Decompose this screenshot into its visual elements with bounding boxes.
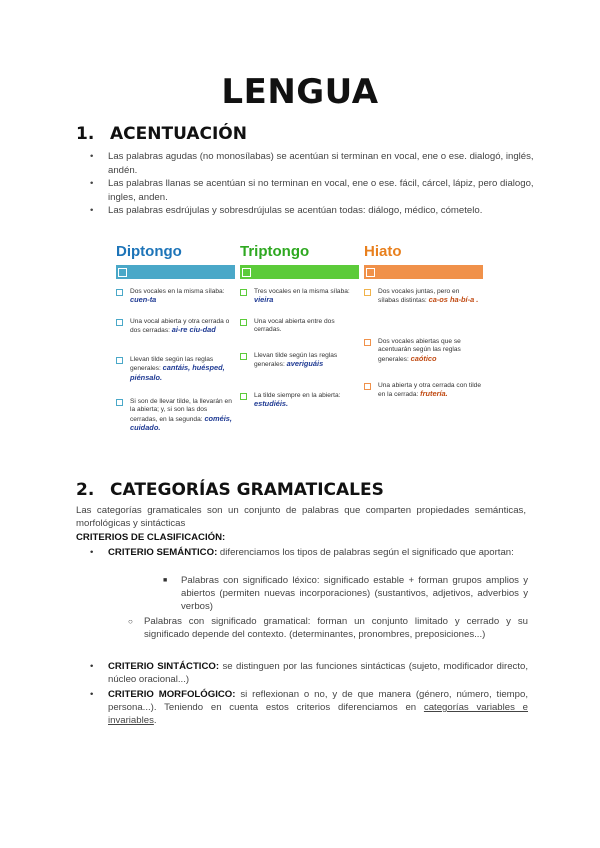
checkbox-icon[interactable] — [364, 339, 371, 346]
section-number: 1. — [76, 124, 95, 144]
accent-table — [116, 242, 496, 442]
list-item: ○ Palabras con significado gramatical: forman un conjunto limitado y cerrado y su significado depende del contexto. (determinantes, pronombres, preposiciones...) — [144, 615, 528, 641]
list-item — [364, 382, 482, 400]
item-text: Dos vocales en la misma sílaba: — [130, 288, 225, 295]
checkbox-icon[interactable] — [364, 289, 371, 296]
list-item — [116, 398, 234, 434]
list-item — [116, 356, 234, 383]
item-text: Llevan tilde según las reglas generales: — [254, 352, 338, 369]
section-number: 2. — [76, 480, 95, 500]
section-heading-acentuacion — [76, 124, 247, 144]
item-text: La tilde siempre en la abierta: — [254, 392, 341, 399]
criterios-heading: CRITERIOS DE CLASIFICACIÓN: — [76, 532, 226, 543]
checkbox-icon[interactable] — [364, 383, 371, 390]
list-item — [364, 288, 482, 306]
criterio-label: CRITERIO SEMÁNTICO: — [108, 547, 218, 558]
checkbox-icon[interactable] — [116, 357, 123, 364]
column-header-bar — [240, 265, 359, 279]
list-item — [240, 318, 358, 335]
column-title: Triptongo — [240, 243, 310, 260]
list-item: • Las palabras esdrújulas y sobresdrújulas se acentúan todas: diálogo, médico, cómetelo. — [108, 204, 538, 218]
column-diptongo — [116, 242, 235, 433]
checkbox-icon[interactable] — [240, 393, 247, 400]
checkbox-icon[interactable] — [240, 289, 247, 296]
criterio-label: CRITERIO MORFOLÓGICO: — [108, 689, 236, 700]
criterio-text: diferenciamos los tipos de palabras según el significado que aportan: — [217, 547, 514, 558]
column-title: Hiato — [364, 243, 402, 260]
list-item: ■ Palabras con significado léxico: significado estable + forman grupos amplios y abiertos (permiten nuevas incorporaciones) (sustantivos, adjetivos, adverbios y verbos) — [181, 574, 528, 613]
list-item — [364, 338, 482, 364]
checkbox-icon[interactable] — [240, 353, 247, 360]
list-item: • Las palabras agudas (no monosílabas) se acentúan si terminan en vocal, ene o ese. dialogó, inglés, andén. — [108, 150, 538, 177]
checkbox-icon[interactable] — [116, 319, 123, 326]
checkbox-icon[interactable] — [366, 268, 375, 277]
list-item: • Las palabras llanas se acentúan si no terminan en vocal, ene o ese. fácil, cárcel, lápiz, pero dialogo, ingles, anden. — [108, 177, 538, 204]
section-label: CATEGORÍAS GRAMATICALES — [110, 480, 384, 500]
item-example: cuen-ta — [130, 295, 157, 305]
column-header-bar — [364, 265, 483, 279]
checkbox-icon[interactable] — [118, 268, 127, 277]
column-hiato — [364, 242, 483, 399]
checkbox-icon[interactable] — [116, 399, 123, 406]
item-example: ca-os ha-bí-a . — [428, 295, 479, 305]
item-text: Dos vocales abiertas que se acentuarán según las reglas generales: — [378, 338, 461, 363]
item-text: Tres vocales en la misma sílaba: — [254, 288, 350, 295]
list-item — [240, 352, 358, 370]
item-text: Dos vocales juntas, pero en sílabas distintas: — [378, 288, 460, 305]
page-title: LENGUA — [221, 72, 379, 112]
criterio-text: se distinguen por las funciones sintácticas (sujeto, modificador directo, núcleo oracional...) — [108, 661, 529, 685]
section-heading-categorias — [76, 480, 384, 500]
item-text: Llevan tilde según las reglas generales: — [130, 356, 214, 373]
checkbox-icon[interactable] — [242, 268, 251, 277]
column-triptongo — [240, 242, 359, 409]
categorias-link[interactable]: categorías variables e invariables — [108, 702, 529, 726]
item-text: Una vocal abierta entre dos cerradas. — [254, 318, 335, 334]
column-header-bar — [116, 265, 235, 279]
item-example: coméis, cuidado. — [130, 413, 232, 433]
item-text: Una vocal abierta y otra cerrada o dos cerradas: — [130, 318, 230, 335]
list-item — [240, 288, 358, 306]
item-example: cantáis, huésped, piénsalo. — [130, 363, 225, 382]
item-example: frutería. — [420, 389, 448, 399]
list-item — [116, 288, 234, 308]
item-text: Una abierta y otra cerrada con tilde en la cerrada: — [378, 382, 481, 399]
item-example: ai-re ciu-dad — [171, 325, 216, 335]
criterio-text: si reflexionan o no, y de que manera (género, número, tiempo, persona...). Teniendo en cuenta estos criterios diferenciamos en — [108, 689, 528, 713]
column-title: Diptongo — [116, 243, 182, 260]
item-example: estudiéis. — [254, 399, 289, 409]
sentence-end: . — [153, 715, 157, 726]
checkbox-icon[interactable] — [116, 289, 123, 296]
list-item — [116, 318, 234, 336]
intro-paragraph: Las categorías gramaticales son un conjunto de palabras que comparten propiedades semánticas, morfológicas y sintácticas — [76, 505, 526, 529]
checkbox-icon[interactable] — [240, 319, 247, 326]
item-example: averiguáis — [286, 359, 324, 369]
item-example: caótico — [410, 353, 437, 363]
item-example: vieira — [254, 295, 274, 305]
list-item — [108, 660, 528, 686]
list-item — [108, 546, 528, 559]
section-label: ACENTUACIÓN — [110, 124, 247, 144]
item-text: Si son de llevar tilde, la llevarán en la abierta; y, si son las dos cerradas, en la segunda: — [130, 398, 232, 423]
criterio-label: CRITERIO SINTÁCTICO: — [108, 661, 220, 672]
list-item — [240, 392, 358, 410]
list-item — [108, 688, 528, 727]
